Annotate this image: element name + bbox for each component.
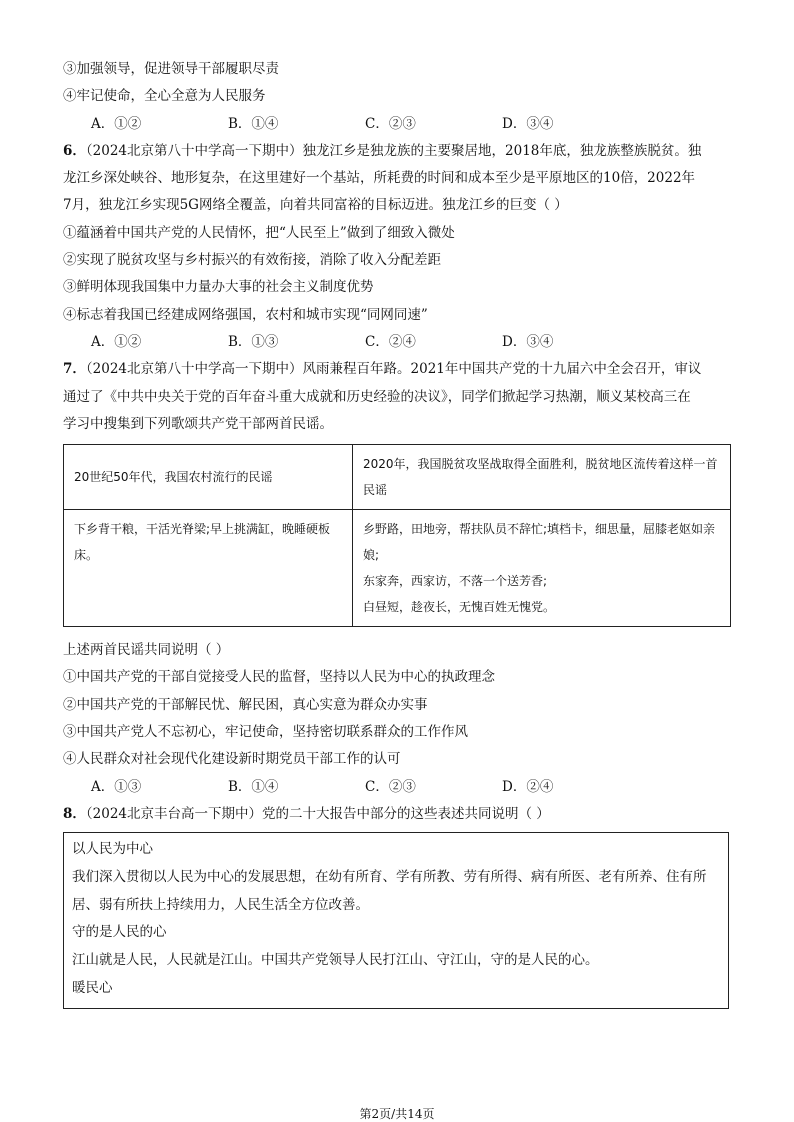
question-6: [63, 138, 731, 356]
answer-options: [63, 774, 731, 801]
document-page: [63, 56, 731, 1009]
option-b[interactable]: B．①④: [228, 778, 279, 795]
option-c[interactable]: C．②③: [365, 115, 416, 132]
material-heading: 守的是人民的心: [72, 924, 167, 941]
question-stem: （2024北京第八十中学高一下期中）独龙江乡是独龙族的主要聚居地，2018年底，独龙族整族脱贫。独: [85, 142, 702, 159]
answer-options: [63, 329, 731, 356]
statement: ③加强领导，促进领导干部履职尽责: [63, 61, 279, 77]
question-stem: 通过了《中共中央关于党的百年奋斗重大成就和历史经验的决议》，同学们掀起学习热潮，顺义某校高三在: [63, 388, 691, 405]
table-cell: 下乡背干粮，干活光脊梁;早上挑满缸，晚睡硬板床。: [64, 510, 353, 627]
option-d[interactable]: D．③④: [502, 115, 554, 132]
statement: ②实现了脱贫攻坚与乡村振兴的有效衔接，消除了收入分配差距: [63, 252, 441, 269]
song-line: 东家奔，西家访，不落一个送芳香;: [363, 574, 548, 589]
question-stem: 龙江乡深处峡谷、地形复杂，在这里建好一个基站，所耗费的时间和成本至少是平原地区的10倍，2022年: [63, 170, 696, 187]
statement: ④标志着我国已经建成网络强国，农村和城市实现“同网同速”: [63, 306, 428, 323]
question-number: 7．: [63, 361, 86, 378]
option-b[interactable]: B．①③: [228, 333, 279, 350]
material-box: [63, 832, 729, 1009]
statement: ④人民群众对社会现代化建设新时期党员干部工作的认可: [63, 751, 401, 768]
material-heading: 暖民心: [72, 979, 113, 996]
answer-options: [63, 111, 731, 138]
option-d[interactable]: D．③④: [502, 333, 554, 350]
question-7: [63, 356, 731, 801]
material-text: 我们深入贯彻以人民为中心的发展思想，在幼有所育、学有所教、劳有所得、病有所医、老有所养、住有所居、弱有所扶上持续用力，人民生活全方位改善。: [72, 868, 707, 913]
option-a[interactable]: A．①②: [91, 115, 142, 132]
table-cell: [353, 510, 731, 627]
folk-song-table: [63, 444, 731, 627]
question-8: [63, 801, 731, 1010]
question-stem: （2024北京丰台高一下期中）党的二十大报告中部分的这些表述共同说明（ ）: [85, 805, 550, 822]
option-b[interactable]: B．①④: [228, 115, 279, 132]
statement: ①中国共产党的干部自觉接受人民的监督，坚持以人民为中心的执政理念: [63, 669, 495, 686]
song-line: 乡野路，田地旁，帮扶队员不辞忙;填档卡，细思量，屈膝老妪如亲娘;: [363, 522, 716, 563]
song-line: 白昼短，趁夜长，无愧百姓无愧党。: [363, 600, 556, 615]
page-number: 第2页/共14页: [359, 1107, 435, 1121]
statement: ③鲜明体现我国集中力量办大事的社会主义制度优势: [63, 279, 374, 296]
question-number: 8．: [63, 805, 86, 822]
question-number: 6．: [63, 142, 86, 159]
option-c[interactable]: C．②③: [365, 778, 416, 795]
statement: ④牢记使命，全心全意为人民服务: [63, 88, 266, 105]
option-a[interactable]: A．①③: [91, 778, 142, 795]
table-header-cell: 2020年，我国脱贫攻坚战取得全面胜利，脱贫地区流传着这样一首民谣: [353, 445, 731, 510]
question-stem: （2024北京第八十中学高一下期中）风雨兼程百年路。2021年中国共产党的十九届六中全会召开，审议: [85, 361, 702, 378]
option-c[interactable]: C．②④: [365, 333, 416, 350]
material-heading: 以人民为中心: [72, 841, 153, 858]
question-stem: 7月，独龙江乡实现5G网络全覆盖，向着共同富裕的目标迈进。独龙江乡的巨变（ ）: [63, 197, 568, 214]
statement: ③中国共产党人不忘初心，牢记使命，坚持密切联系群众的工作作风: [63, 724, 468, 741]
option-a[interactable]: A．①②: [91, 333, 142, 350]
material-text: 江山就是人民，人民就是江山。中国共产党领导人民打江山、守江山，守的是人民的心。: [72, 952, 599, 969]
question-stem: 上述两首民谣共同说明（ ）: [63, 642, 230, 659]
statement: ②中国共产党的干部解民忧、解民困，真心实意为群众办实事: [63, 696, 428, 713]
statement: ①蕴涵着中国共产党的人民情怀，把“人民至上”做到了细致入微处: [63, 224, 455, 241]
option-d[interactable]: D．②④: [502, 778, 554, 795]
table-header-cell: 20世纪50年代，我国农村流行的民谣: [64, 445, 353, 510]
question-stem: 学习中搜集到下列歌颂共产党干部两首民谣。: [63, 415, 333, 432]
prev-question-tail: [63, 56, 731, 138]
